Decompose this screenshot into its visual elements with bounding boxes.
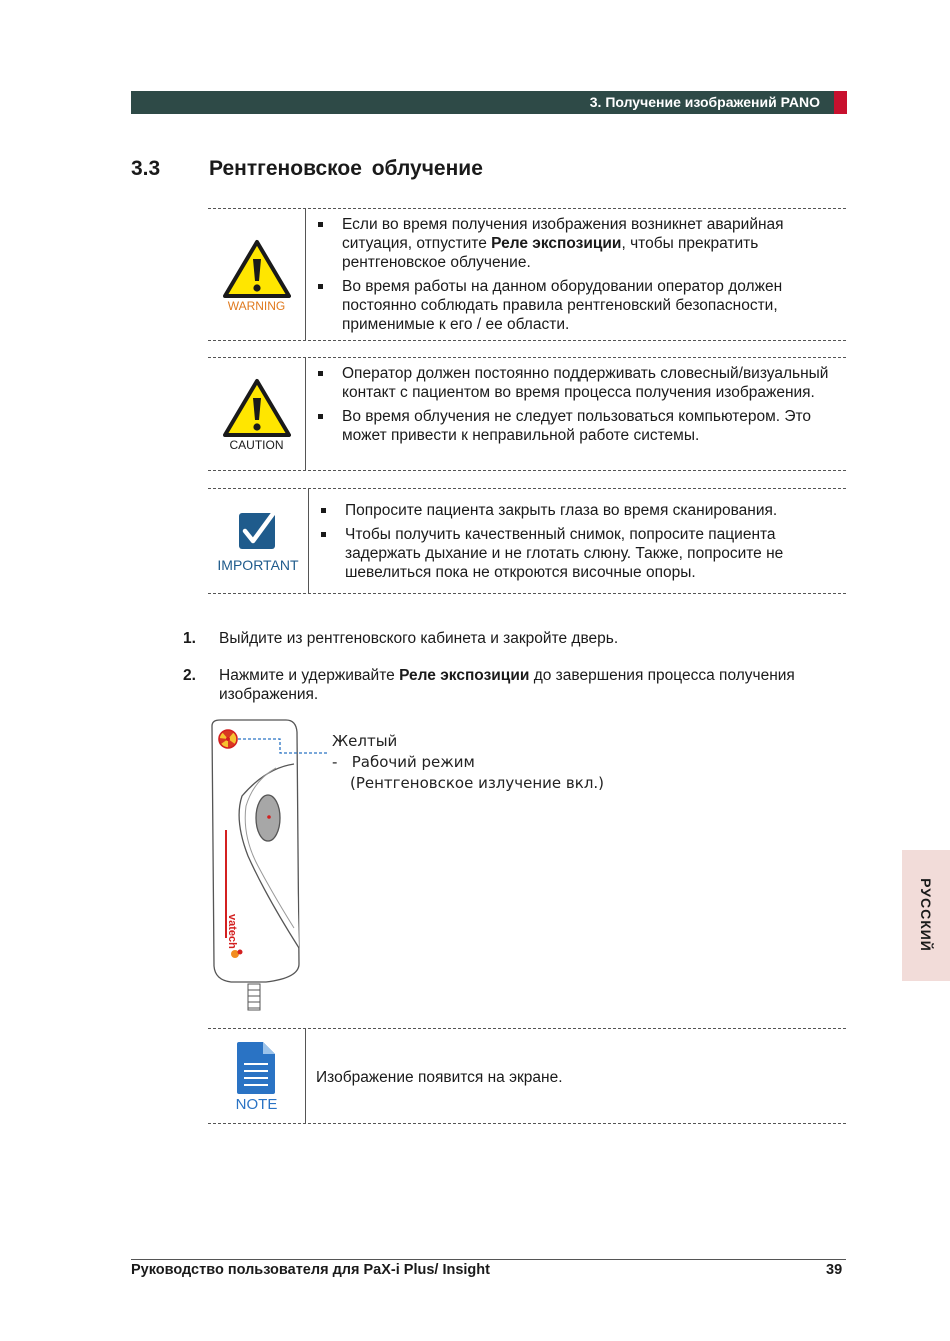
header-accent-block bbox=[834, 91, 847, 114]
caution-label: CAUTION bbox=[229, 438, 284, 452]
note-label: NOTE bbox=[235, 1096, 278, 1113]
page-number: 39 bbox=[826, 1262, 843, 1278]
warning-triangle-icon bbox=[223, 239, 291, 299]
caution-callout bbox=[208, 357, 846, 471]
note-icon-cell bbox=[208, 1029, 306, 1123]
chapter-title: 3. Получение изображений PANO bbox=[589, 94, 820, 110]
note-text: Изображение появится на экране. bbox=[316, 1069, 563, 1086]
important-item: Попросите пациента закрыть глаза во время сканирования. bbox=[319, 501, 838, 520]
caution-icon-cell bbox=[208, 358, 306, 470]
section-title: Рентгеновское облучение bbox=[209, 157, 483, 180]
note-callout bbox=[208, 1028, 846, 1124]
important-label: IMPORTANT bbox=[217, 557, 299, 573]
important-text bbox=[319, 501, 838, 587]
checkmark-icon bbox=[238, 510, 278, 552]
warning-icon-cell bbox=[208, 209, 306, 340]
important-callout bbox=[208, 488, 846, 594]
warning-label: WARNING bbox=[227, 299, 286, 313]
important-icon-cell bbox=[208, 489, 309, 593]
footer-manual-title: Руководство пользователя для PaX-i Plus/ Insight bbox=[131, 1262, 490, 1278]
radiation-icon bbox=[219, 730, 237, 748]
color-label: Желтый bbox=[332, 732, 398, 750]
step-text: Выйдите из рентгеновского кабинета и закройте дверь. bbox=[219, 630, 619, 647]
footer-rule bbox=[131, 1259, 846, 1260]
warning-item: Во время работы на данном оборудовании оператор должен постоянно соблюдать правила рентгеновский безопасности, применимые к его / ее области. bbox=[316, 277, 838, 334]
caution-item: Оператор должен постоянно поддерживать словесный/визуальный контакт с пациентом во время процесса получения изображения. bbox=[316, 364, 838, 402]
vatech-logo-text: vatech bbox=[226, 914, 238, 949]
caution-item: Во время облучения не следует пользоваться компьютером. Это может привести к неправильной работе системы. bbox=[316, 407, 838, 445]
important-item: Чтобы получить качественный снимок, попросите пациента задержать дыхание и не глотать слюну. Также, попросите не шевелиться пока не откроются височные опоры. bbox=[319, 525, 838, 582]
warning-item: Если во время получения изображения возникнет аварийная ситуация, отпустите Реле экспозиции, чтобы прекратить рентгеновское облучение. bbox=[316, 215, 838, 272]
mode-label: - Рабочий режим bbox=[332, 753, 475, 771]
step-text: Нажмите и удерживайте Реле экспозиции до завершения процесса получения изображения. bbox=[219, 667, 795, 703]
caution-text bbox=[316, 364, 838, 450]
exposure-switch-term: Реле экспозиции bbox=[399, 667, 530, 684]
step-number: 1. bbox=[183, 630, 196, 647]
status-label: (Рентгеновское излучение вкл.) bbox=[350, 774, 605, 792]
document-icon bbox=[235, 1040, 277, 1096]
caution-triangle-icon bbox=[223, 378, 291, 438]
exposure-switch-illustration bbox=[206, 716, 336, 1016]
warning-text bbox=[316, 215, 838, 339]
chapter-header-bar bbox=[131, 91, 834, 114]
warning-callout bbox=[208, 208, 846, 341]
exposure-switch-term: Реле экспозиции bbox=[491, 235, 622, 252]
step-number: 2. bbox=[183, 667, 196, 684]
section-number: 3.3 bbox=[131, 157, 161, 180]
language-tab-label: РУССКИЙ bbox=[918, 878, 934, 952]
language-tab bbox=[902, 850, 950, 981]
